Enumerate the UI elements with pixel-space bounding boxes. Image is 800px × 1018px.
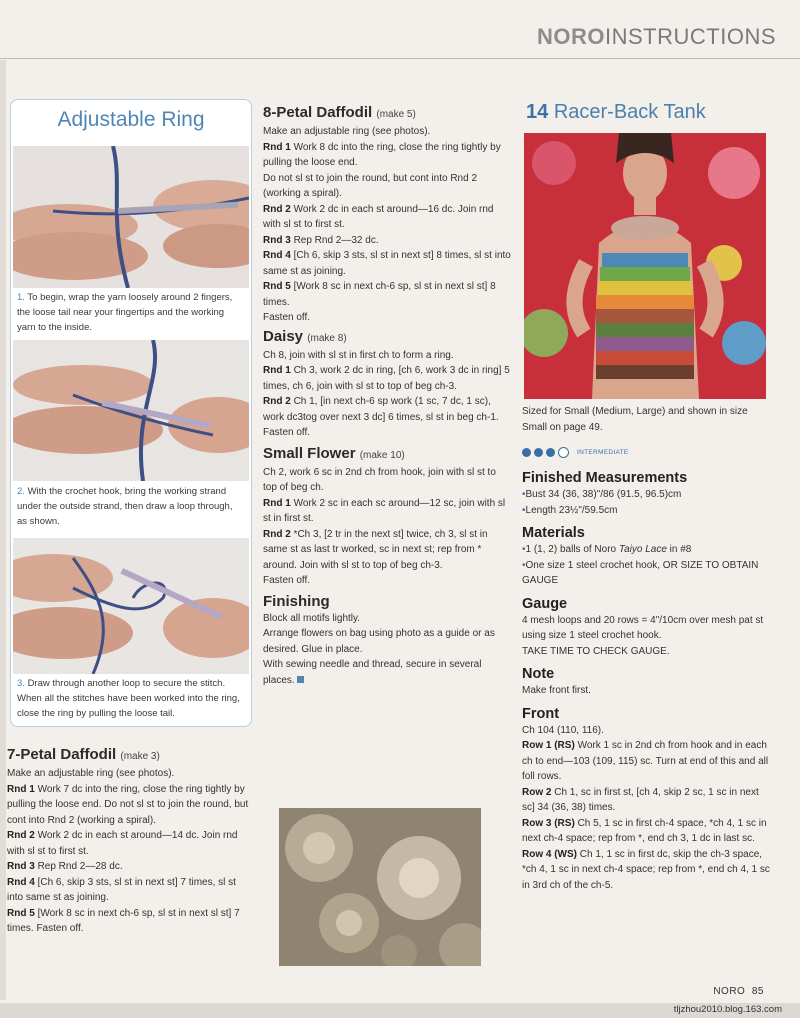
bullet-icon: •	[522, 544, 526, 555]
row-text: Ch 1, 1 sc in first dc, skip the ch-3 space, *ch 4, 1 sc in next ch-4 space; rep from *, end ch 4, 1 sc in 3rd ch of the ch-5.	[522, 848, 770, 891]
seven-petal-rnd	[7, 782, 252, 829]
eight-petal-end: Fasten off.	[263, 312, 311, 323]
row-label: Row 3 (RS)	[522, 817, 575, 829]
rnd-text: Work 2 sc in each sc around—12 sc, join with sl st in first st.	[263, 497, 506, 524]
seven-petal-rnd	[7, 828, 252, 859]
ring-step-3-number: 3.	[17, 678, 25, 689]
lace-bag-photo	[279, 808, 481, 966]
daisy-heading	[263, 328, 511, 348]
front-row	[522, 738, 772, 785]
ring-step-1-photo	[13, 146, 249, 288]
rnd-text: [Work 8 sc in next ch-6 sp, sl st in next sl st] 7 times. Fasten off.	[7, 907, 240, 934]
tank-model-photo	[524, 133, 766, 399]
rnd-text: Ch 3, work 2 dc in ring, [ch 6, work 3 dc in ring] 5 times, ch 6, join with sl st to top of beg ch-3.	[263, 365, 510, 392]
rnd-text: Rep Rnd 2—28 dc.	[37, 861, 123, 872]
rnd-label: Rnd 2	[263, 396, 291, 407]
material-text: 1 (1, 2) balls of Noro	[525, 544, 619, 555]
front-intro: Ch 104 (110, 116).	[522, 724, 604, 736]
row-label: Row 4 (WS)	[522, 848, 577, 860]
skill-level	[522, 443, 772, 461]
small-flower-count: (make 10)	[359, 449, 405, 461]
bullet-icon: •	[522, 504, 526, 516]
front-row	[522, 816, 772, 847]
front-heading: Front	[522, 705, 560, 722]
eight-petal-count: (make 5)	[376, 109, 416, 120]
measurement-item	[522, 503, 772, 519]
daisy-title: Daisy	[263, 327, 304, 345]
rnd-label: Rnd 4	[7, 876, 35, 888]
rnd-label: Rnd 5	[7, 907, 35, 919]
tank-instructions	[522, 404, 772, 893]
measurement-text: Bust 34 (36, 38)"/86 (91.5, 96.5)cm	[525, 489, 682, 500]
gauge-check: TAKE TIME TO CHECK GAUGE.	[522, 645, 670, 657]
seven-petal-heading	[7, 746, 252, 766]
tank-name: Racer-Back Tank	[553, 101, 706, 123]
rnd-label: Rnd 4	[263, 250, 291, 261]
skill-dot-icon	[534, 448, 543, 457]
page-number: 85	[751, 986, 764, 997]
measurements-heading: Finished Measurements	[522, 470, 688, 486]
rnd-text: Work 2 dc in each st around—14 dc. Join rnd with sl st to first st.	[7, 830, 238, 857]
seven-petal-rnd	[7, 859, 252, 875]
daisy-rnd	[263, 394, 511, 425]
finishing-heading	[263, 593, 511, 611]
daisy-count: (make 8)	[307, 332, 347, 344]
end-square-icon	[297, 676, 304, 683]
material-yarn: Taiyo Lace	[618, 544, 667, 555]
rnd-label: Rnd 1	[7, 783, 35, 795]
finishing-line: Arrange flowers on bag using photo as a guide or as desired. Glue in place.	[263, 628, 495, 655]
eight-petal-rnd	[263, 248, 511, 279]
rnd-label: Rnd 2	[263, 203, 291, 215]
ring-step-2-caption	[11, 484, 251, 529]
row-text: Ch 1, sc in first st, [ch 4, skip 2 sc, 1 sc in next sc] 34 (36, 38) times.	[522, 786, 759, 813]
rnd-label: Rnd 3	[7, 861, 35, 872]
header-rule	[0, 58, 800, 59]
gauge-text: 4 mesh loops and 20 rows = 4"/10cm over mesh pat st using size 1 steel crochet hook.	[522, 614, 764, 641]
skill-dot-empty-icon	[558, 447, 569, 458]
rnd-label: Rnd 1	[263, 141, 291, 153]
measurement-item	[522, 487, 772, 503]
ring-step-2-photo	[13, 340, 249, 481]
small-flower-end: Fasten off.	[263, 575, 311, 586]
rnd-label: Rnd 2	[7, 830, 35, 841]
rnd-label: Rnd 3	[263, 234, 291, 246]
measurement-text: Length 23½"/59.5cm	[525, 504, 618, 516]
eight-petal-rnd	[263, 202, 511, 233]
skill-dot-icon	[546, 448, 555, 457]
seven-petal-rnd	[7, 875, 252, 906]
bullet-icon: •	[522, 559, 526, 571]
tank-title	[526, 101, 706, 124]
rnd-text: [Ch 6, skip 3 sts, sl st in next st] 7 times, sl st into same st as joining.	[7, 876, 236, 903]
material-item	[522, 542, 772, 558]
note-heading: Note	[522, 666, 555, 682]
rnd-label: Rnd 5	[263, 281, 291, 292]
ring-step-1-caption	[11, 290, 251, 335]
page-footer	[713, 986, 764, 997]
eight-petal-rnd	[263, 279, 511, 310]
page-header	[537, 24, 776, 50]
watermark: tljzhou2010.blog.163.com	[673, 1004, 782, 1015]
header-section: INSTRUCTIONS	[605, 24, 776, 49]
ring-step-1-number: 1.	[17, 292, 25, 303]
rnd-text: [Work 8 sc in next ch-6 sp, sl st in next sl st] 8 times.	[263, 281, 496, 308]
rnd-text: [Ch 6, skip 3 sts, sl st in next st] 8 times, sl st into same st as joining.	[263, 250, 511, 277]
rnd-text: Rep Rnd 2—32 dc.	[293, 234, 379, 246]
seven-petal-rnd	[7, 906, 252, 937]
row-text: Work 1 sc in 2nd ch from hook and in each ch to end—103 (109, 115) sc. Turn at end of this and all foll rows.	[522, 740, 769, 782]
materials-heading: Materials	[522, 525, 585, 541]
tank-number: 14	[526, 101, 549, 123]
ring-step-3-caption	[11, 676, 251, 721]
daisy-intro: Ch 8, join with sl st in first ch to form a ring.	[263, 349, 454, 361]
eight-petal-title: 8-Petal Daffodil	[263, 104, 373, 121]
rnd-label: Rnd 1	[263, 497, 291, 509]
material-item	[522, 558, 772, 589]
bullet-icon: •	[522, 489, 526, 500]
eight-petal-note: Do not sl st to join the round, but cont into Rnd 2 (working a spiral).	[263, 172, 478, 199]
eight-petal-heading	[263, 104, 511, 124]
rnd-text: Work 2 dc in each st around—16 dc. Join rnd with sl st to first st.	[263, 203, 494, 230]
ring-step-2-number: 2.	[17, 486, 25, 497]
ring-step-2-text: With the crochet hook, bring the working strand under the outside strand, then draw a loop through, as shown.	[17, 486, 233, 527]
adjustable-ring-title: Adjustable Ring	[57, 108, 205, 131]
eight-petal-intro: Make an adjustable ring (see photos).	[263, 126, 431, 137]
small-flower-title: Small Flower	[263, 444, 356, 462]
row-label: Row 2	[522, 786, 552, 798]
eight-petal-rnd	[263, 233, 511, 249]
rnd-label: Rnd 1	[263, 365, 291, 376]
footer-brand: NORO	[713, 986, 746, 997]
seven-petal-section	[7, 746, 252, 937]
gauge-heading: Gauge	[522, 595, 568, 612]
daisy-end: Fasten off.	[263, 427, 311, 438]
middle-column	[263, 104, 511, 688]
seven-petal-intro: Make an adjustable ring (see photos).	[7, 768, 175, 779]
seven-petal-title: 7-Petal Daffodil	[7, 746, 117, 763]
finishing-line	[263, 657, 511, 688]
small-flower-intro: Ch 2, work 6 sc in 2nd ch from hook, join with sl st to top of beg ch.	[263, 466, 496, 493]
front-row	[522, 785, 772, 816]
ring-step-1-text: To begin, wrap the yarn loosely around 2 fingers, the loose tail near your fingertips and the working yarn to the inside.	[17, 292, 233, 333]
seven-petal-count: (make 3)	[120, 751, 160, 762]
eight-petal-rnd	[263, 140, 511, 171]
daisy-rnd	[263, 363, 511, 394]
page-gutter	[0, 60, 6, 1000]
skill-level-label: INTERMEDIATE	[577, 448, 629, 456]
material-text: One size 1 steel crochet hook, OR SIZE TO OBTAIN GAUGE	[522, 559, 759, 586]
ring-step-3-text: Draw through another loop to secure the stitch. When all the stitches have been worked into the ring, close the ring by pulling the loose tail.	[17, 678, 240, 719]
small-flower-rnd	[263, 496, 511, 527]
row-text: Ch 5, 1 sc in first ch-4 space, *ch 4, 1 sc in next ch-4 space; rep from *, end ch 3, 1 dc in last sc.	[522, 817, 767, 844]
finishing-line-text: With sewing needle and thread, secure in several places.	[263, 659, 482, 686]
note-text: Make front first.	[522, 685, 591, 696]
finishing-title: Finishing	[263, 592, 330, 610]
finishing-line: Block all motifs lightly.	[263, 612, 361, 624]
rnd-text: Work 7 dc into the ring, close the ring tightly by pulling the loose end. Do not sl st to join the round, but cont into Rnd 2 (working a spiral).	[7, 783, 249, 826]
material-text: in #8	[666, 544, 692, 555]
header-brand: NORO	[537, 24, 605, 49]
adjustable-ring-box	[10, 99, 252, 727]
small-flower-rnd	[263, 527, 511, 574]
small-flower-heading	[263, 445, 511, 465]
front-row	[522, 847, 772, 894]
sized-for: Sized for Small (Medium, Large) and shown in size Small on page 49.	[522, 406, 748, 433]
rnd-text: Work 8 dc into the ring, close the ring tightly by pulling the loose end.	[263, 141, 501, 168]
ring-step-3-photo	[13, 538, 249, 674]
rnd-label: Rnd 2	[263, 528, 291, 540]
rnd-text: *Ch 3, [2 tr in the next st] twice, ch 3, sl st in same st as last tr worked, sc in next st; rep from * around. Join with sl st to top of beg ch-3.	[263, 528, 488, 571]
row-label: Row 1 (RS)	[522, 740, 575, 751]
skill-dot-icon	[522, 448, 531, 457]
rnd-text: Ch 1, [in next ch-6 sp work (1 sc, 7 dc, 1 sc), work dc3tog over next 3 dc] 6 times, sl st in beg ch-1.	[263, 396, 499, 423]
